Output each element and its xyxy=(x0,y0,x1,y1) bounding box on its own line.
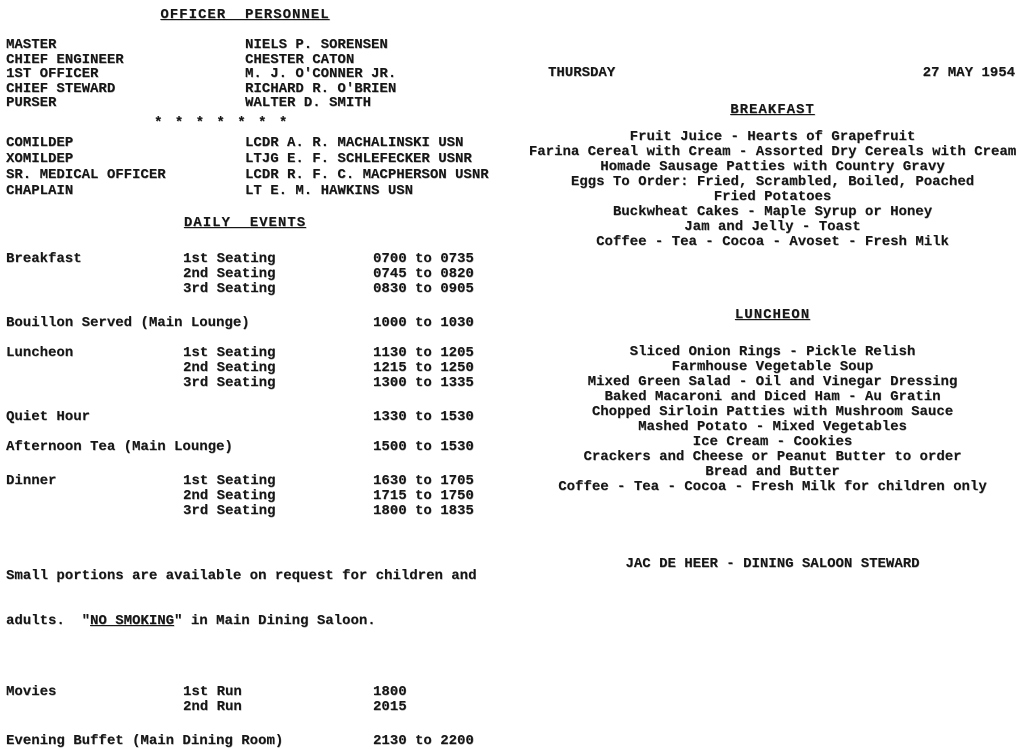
daily-events-schedule xyxy=(6,252,484,749)
event-time: 1630 to 1705 xyxy=(373,472,474,489)
note-line-2: adults. "NO SMOKING" in Main Dining Saloon. xyxy=(6,612,376,629)
event-row xyxy=(6,734,484,749)
event-seating: 2nd Seating xyxy=(183,487,276,504)
menu-item: Fried Potatoes xyxy=(713,189,832,205)
event-label: Dinner xyxy=(6,472,57,489)
personnel-role: CHIEF ENGINEER xyxy=(6,51,124,68)
event-row xyxy=(6,700,484,715)
event-row xyxy=(6,376,484,391)
personnel-name: LT E. M. HAWKINS USN xyxy=(245,182,414,199)
menu-item: Fruit Juice - Hearts of Grapefruit xyxy=(629,129,916,145)
event-label: Movies xyxy=(6,683,57,700)
event-label xyxy=(6,282,183,297)
right-column xyxy=(520,0,1025,572)
personnel-role: XOMILDEP xyxy=(6,150,74,167)
menu-item: Eggs To Order: Fried, Scrambled, Boiled, Poached xyxy=(570,174,975,190)
personnel-row xyxy=(6,82,484,97)
personnel-list xyxy=(6,38,484,111)
personnel-role: MASTER xyxy=(6,37,57,53)
event-row xyxy=(6,489,484,504)
personnel-role: PURSER xyxy=(6,95,57,111)
luncheon-menu xyxy=(520,345,1025,495)
event-time: 0745 to 0820 xyxy=(373,265,474,282)
event-label xyxy=(6,376,183,391)
personnel-role: CHIEF STEWARD xyxy=(6,80,116,97)
menu-item: Baked Macaroni and Diced Ham - Au Gratin xyxy=(604,389,941,405)
personnel-row xyxy=(6,151,484,167)
event-seating xyxy=(183,316,373,331)
event-label: Breakfast xyxy=(6,250,82,267)
menu-item: Coffee - Tea - Cocoa - Fresh Milk for children only xyxy=(558,479,987,495)
personnel-row xyxy=(6,166,489,183)
event-seating: 2nd Seating xyxy=(183,359,276,376)
event-seating: 3rd Seating xyxy=(183,280,276,297)
event-time: 1715 to 1750 xyxy=(373,487,474,504)
personnel-row xyxy=(6,67,484,82)
event-seating xyxy=(183,734,373,749)
event-time: 1215 to 1250 xyxy=(373,359,474,376)
personnel-name: CHESTER CATON xyxy=(245,51,355,68)
menu-item: Buckwheat Cakes - Maple Syrup or Honey xyxy=(612,204,933,220)
event-label xyxy=(6,489,183,504)
day-label: THURSDAY xyxy=(548,65,616,81)
menu-item: Mashed Potato - Mixed Vegetables xyxy=(638,419,907,435)
menu-item: Farmhouse Vegetable Soup xyxy=(671,359,874,375)
left-column xyxy=(6,7,489,749)
event-time: 1000 to 1030 xyxy=(373,314,474,331)
personnel-name: M. J. O'CONNER JR. xyxy=(245,66,397,82)
military-personnel-list xyxy=(6,134,489,199)
event-seating: 3rd Seating xyxy=(183,374,276,391)
event-row xyxy=(6,410,484,425)
officer-personnel-title: OFFICER PERSONNEL xyxy=(160,7,330,23)
event-label xyxy=(6,267,183,282)
event-time: 1300 to 1335 xyxy=(373,374,474,391)
event-seating: 1st Seating xyxy=(183,250,276,267)
day-date-row xyxy=(520,66,1025,81)
event-label: Evening Buffet (Main Dining Room) xyxy=(6,732,284,749)
event-time: 0830 to 0905 xyxy=(373,280,474,297)
event-row xyxy=(6,282,484,297)
small-portions-note xyxy=(6,539,484,659)
note-line-1: Small portions are available on request for children and xyxy=(6,567,477,584)
menu-item: Ice Cream - Cookies xyxy=(692,434,853,450)
personnel-role: SR. MEDICAL OFFICER xyxy=(6,166,166,183)
event-row xyxy=(6,685,484,700)
event-label: Afternoon Tea (Main Lounge) xyxy=(6,438,233,455)
event-row xyxy=(6,316,484,331)
menu-item: Mixed Green Salad - Oil and Vinegar Dressing xyxy=(587,374,958,390)
personnel-name: LTJG E. F. SCHLEFECKER USNR xyxy=(245,150,472,167)
event-time: 1800 xyxy=(373,683,407,700)
personnel-role: 1ST OFFICER xyxy=(6,66,99,82)
event-seating: 3rd Seating xyxy=(183,502,276,519)
personnel-row xyxy=(6,38,484,53)
event-label xyxy=(6,361,183,376)
dining-saloon-steward-line: JAC DE HEER - DINING SALOON STEWARD xyxy=(625,556,920,572)
menu-item: Chopped Sirloin Patties with Mushroom Sauce xyxy=(591,404,954,420)
personnel-row xyxy=(6,183,484,199)
event-row xyxy=(6,474,484,489)
breakfast-menu xyxy=(520,130,1025,250)
event-time: 2015 xyxy=(373,698,407,715)
event-row xyxy=(6,440,484,455)
event-label xyxy=(6,504,183,519)
menu-item: Coffee - Tea - Cocoa - Avoset - Fresh Milk xyxy=(596,234,949,250)
event-time: 1130 to 1205 xyxy=(373,344,474,361)
event-label: Luncheon xyxy=(6,344,74,361)
personnel-name: RICHARD R. O'BRIEN xyxy=(245,80,397,97)
event-time: 1500 to 1530 xyxy=(373,438,474,455)
event-time: 1330 to 1530 xyxy=(373,408,474,425)
luncheon-title: LUNCHEON xyxy=(734,307,811,323)
personnel-name: WALTER D. SMITH xyxy=(245,95,372,111)
date-label: 27 MAY 1954 xyxy=(922,65,1015,81)
event-seating: 1st Seating xyxy=(183,344,276,361)
no-smoking-text: NO SMOKING xyxy=(90,612,175,629)
event-seating: 2nd Seating xyxy=(183,265,276,282)
event-label: Quiet Hour xyxy=(6,408,91,425)
personnel-name: LCDR R. F. C. MACPHERSON USNR xyxy=(245,166,489,183)
event-time: 0700 to 0735 xyxy=(373,250,474,267)
event-row xyxy=(6,361,484,376)
event-seating xyxy=(183,410,373,425)
menu-item: Bread and Butter xyxy=(705,464,840,480)
menu-item: Jam and Jelly - Toast xyxy=(684,219,861,235)
personnel-row xyxy=(6,135,484,151)
event-row xyxy=(6,504,484,519)
event-row xyxy=(6,346,484,361)
event-seating: 1st Run xyxy=(183,683,242,700)
event-row xyxy=(6,267,484,282)
asterisk-separator: * * * * * * * xyxy=(154,114,290,131)
event-seating xyxy=(183,440,373,455)
event-seating: 1st Seating xyxy=(183,472,276,489)
menu-item: Sliced Onion Rings - Pickle Relish xyxy=(629,344,916,360)
personnel-name: NIELS P. SORENSEN xyxy=(245,37,388,53)
event-row xyxy=(6,252,484,267)
personnel-name: LCDR A. R. MACHALINSKI USN xyxy=(245,134,464,151)
menu-item: Crackers and Cheese or Peanut Butter to order xyxy=(583,449,962,465)
daily-events-title: DAILY EVENTS xyxy=(183,214,307,231)
event-time: 1800 to 1835 xyxy=(373,502,474,519)
event-seating: 2nd Run xyxy=(183,698,242,715)
personnel-role: COMILDEP xyxy=(6,134,74,151)
event-time: 2130 to 2200 xyxy=(373,732,474,749)
personnel-role: CHAPLAIN xyxy=(6,182,74,199)
personnel-row xyxy=(6,53,484,68)
event-label xyxy=(6,700,183,715)
personnel-row xyxy=(6,96,484,111)
menu-item: Homade Sausage Patties with Country Gravy xyxy=(600,159,945,175)
breakfast-title: BREAKFAST xyxy=(730,102,815,118)
event-label: Bouillon Served (Main Lounge) xyxy=(6,314,250,331)
menu-item: Farina Cereal with Cream - Assorted Dry Cereals with Cream xyxy=(528,144,1017,160)
